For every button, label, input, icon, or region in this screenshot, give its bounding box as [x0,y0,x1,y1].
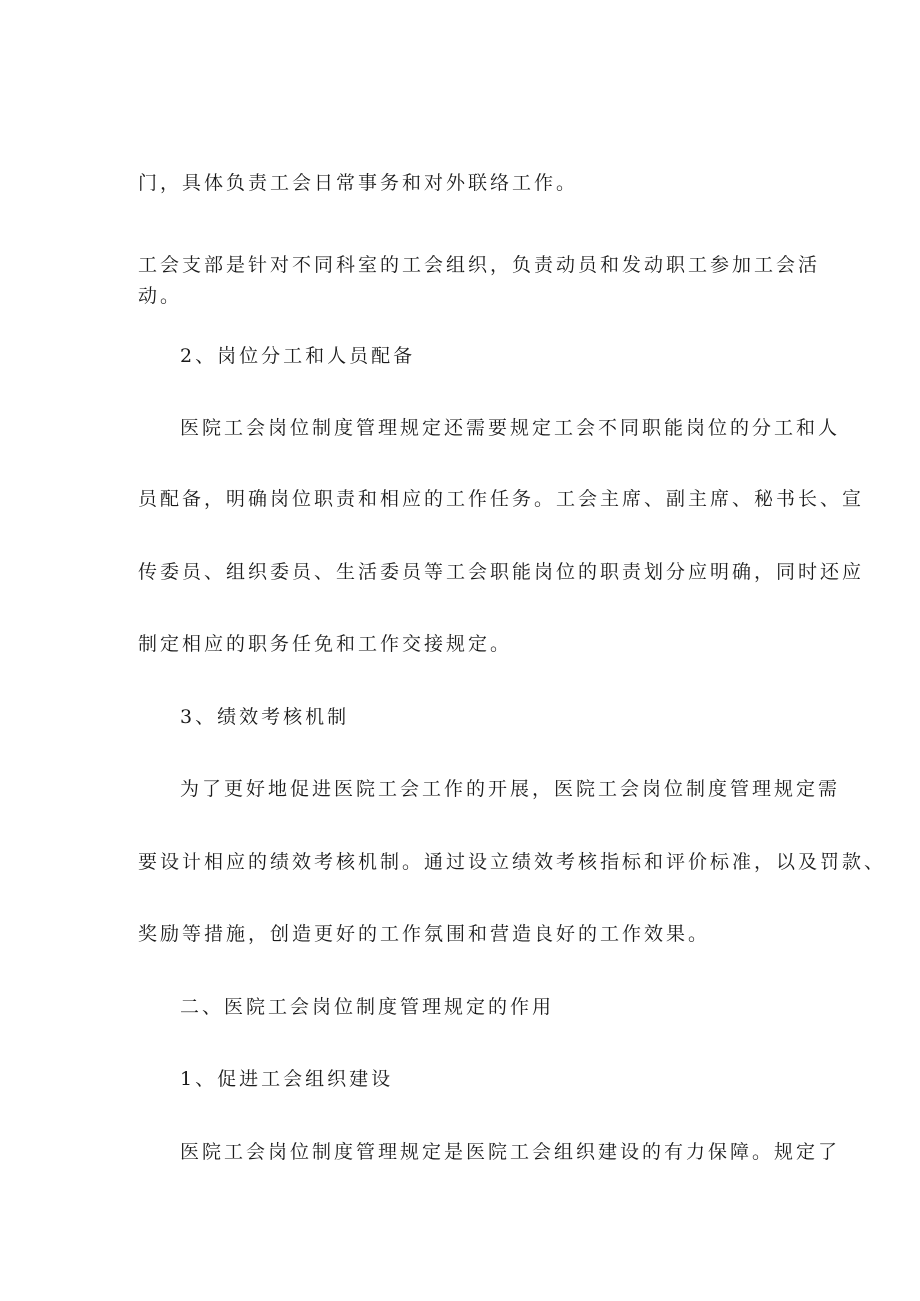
paragraph-line: 员配备，明确岗位职责和相应的工作任务。工会主席、副主席、秘书长、宣 [138,488,865,510]
paragraph-line: 动。 [138,285,183,307]
paragraph-line: 要设计相应的绩效考核机制。通过设立绩效考核指标和评价标准，以及罚款、 [138,851,887,873]
paragraph-line: 工会支部是针对不同科室的工会组织，负责动员和发动职工参加工会活 [138,254,821,276]
section-heading: 1、促进工会组织建设 [180,1068,394,1090]
section-heading: 3、绩效考核机制 [180,706,350,728]
paragraph-line: 门，具体负责工会日常事务和对外联络工作。 [138,172,579,194]
paragraph-line: 制定相应的职务任免和工作交接规定。 [138,633,513,655]
paragraph-line: 传委员、组织委员、生活委员等工会职能岗位的职责划分应明确，同时还应 [138,561,865,583]
paragraph-line: 医院工会岗位制度管理规定还需要规定工会不同职能岗位的分工和人 [180,417,841,439]
chapter-heading: 二、医院工会岗位制度管理规定的作用 [180,996,555,1018]
section-heading: 2、岗位分工和人员配备 [180,345,416,367]
paragraph-line: 奖励等措施，创造更好的工作氛围和营造良好的工作效果。 [138,923,711,945]
paragraph-line: 医院工会岗位制度管理规定是医院工会组织建设的有力保障。规定了 [180,1141,841,1163]
paragraph-line: 为了更好地促进医院工会工作的开展，医院工会岗位制度管理规定需 [180,778,841,800]
